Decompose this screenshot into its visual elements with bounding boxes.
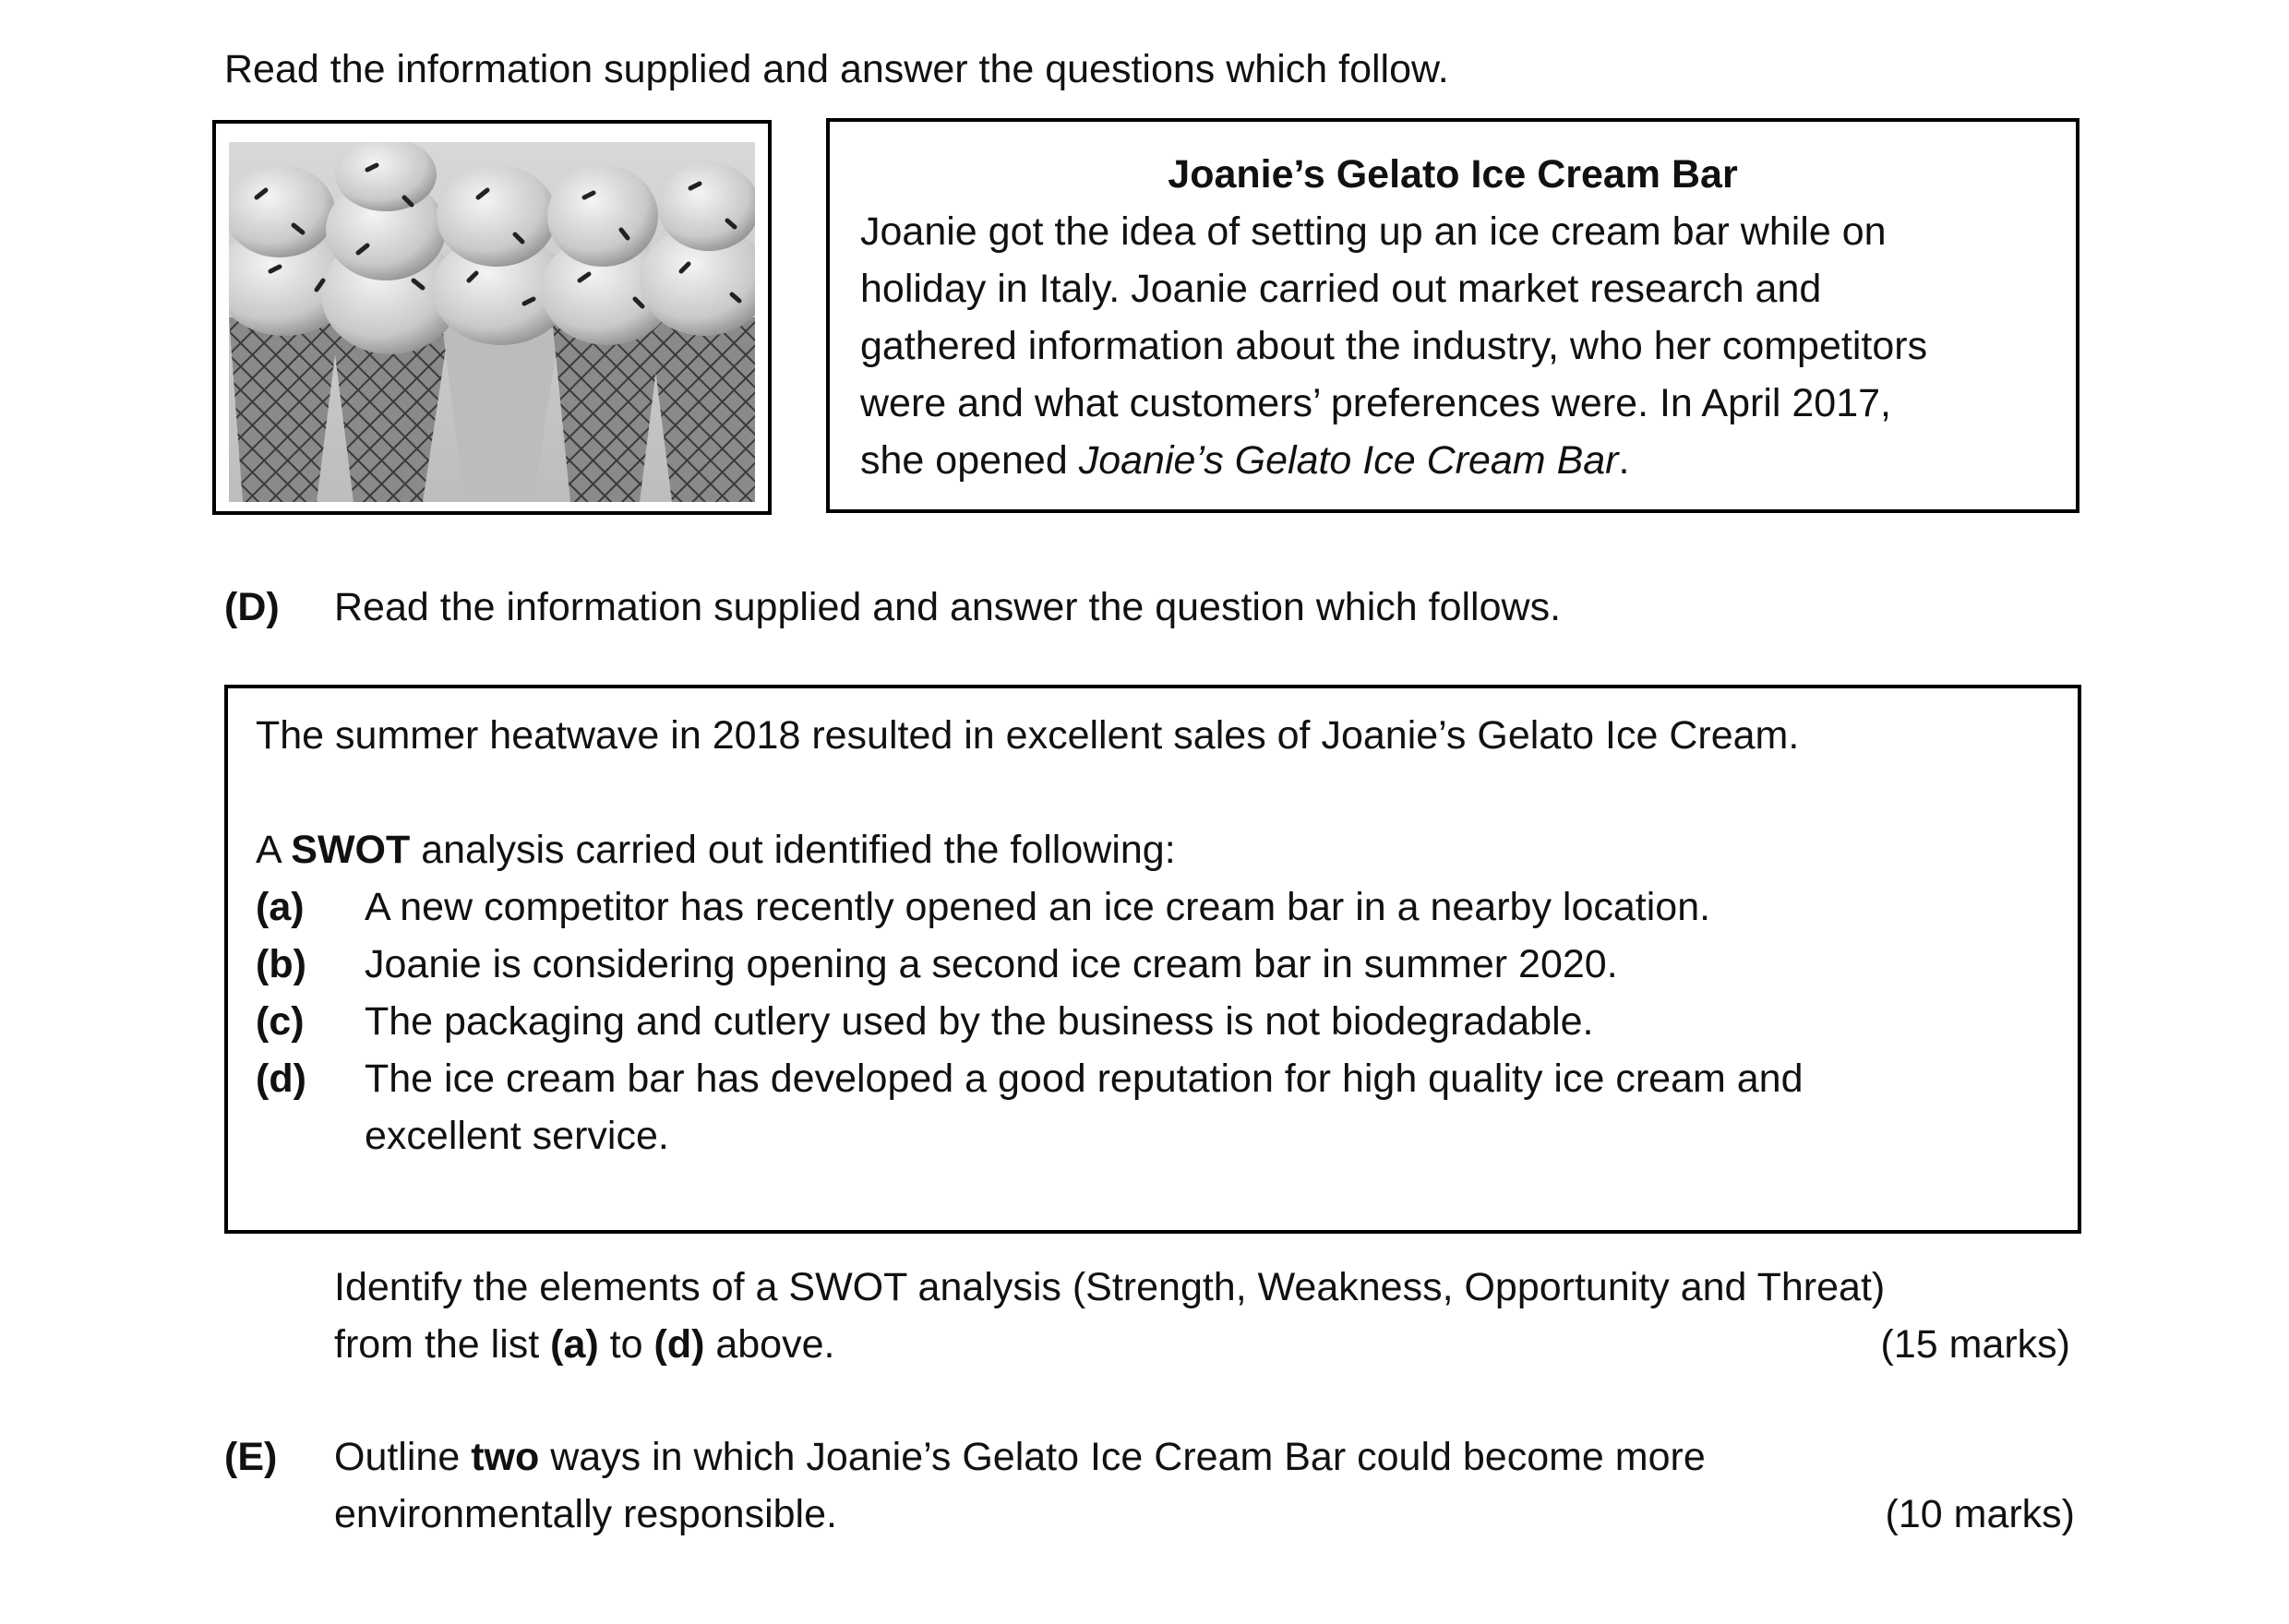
section-e-line1 [334, 1428, 1706, 1486]
question-d-line1: Identify the elements of a SWOT analysis (Strength, Weakness, Opportunity and Threat) [334, 1265, 1886, 1309]
story-last-line [860, 432, 1629, 489]
section-e-line2: environmentally responsible. [334, 1492, 837, 1536]
question-d-line2 [334, 1316, 834, 1373]
item-d-text: The ice cream bar has developed a good reputation for high quality ice cream and [365, 1057, 1804, 1101]
e-line1-bold: two [471, 1435, 540, 1479]
item-a-text: A new competitor has recently opened an ice cream bar in a nearby location. [365, 885, 1711, 929]
item-d-label: (d) [256, 1057, 306, 1101]
q-line2-a: (a) [550, 1322, 599, 1367]
item-c-text: The packaging and cutlery used by the business is not biodegradable. [365, 999, 1594, 1044]
story-title: Joanie’s Gelato Ice Cream Bar [1168, 152, 1738, 197]
q-line2-mid: to [598, 1322, 654, 1367]
story-line: holiday in Italy. Joanie carried out market research and [860, 267, 1822, 311]
swot-analysis-line [256, 821, 1176, 878]
item-d-continuation: excellent service. [365, 1114, 669, 1158]
swot-analysis-prefix: A [256, 828, 292, 872]
ice-cream-photo-frame [212, 120, 772, 515]
q-line2-suffix: above. [704, 1322, 835, 1367]
section-e-label: (E) [224, 1435, 278, 1479]
swot-analysis-suffix: analysis carried out identified the following: [410, 828, 1176, 872]
story-box [826, 118, 2079, 513]
item-b-label: (b) [256, 942, 306, 986]
swot-box [224, 685, 2081, 1234]
q-line2-d: (d) [653, 1322, 705, 1367]
story-line: Joanie got the idea of setting up an ice cream bar while on [860, 209, 1887, 254]
ice-cream-cones-icon [229, 142, 755, 502]
item-b-text: Joanie is considering opening a second ice cream bar in summer 2020. [365, 942, 1618, 986]
e-line1-suffix: ways in which Joanie’s Gelato Ice Cream Bar could become more [539, 1435, 1706, 1479]
story-last-suffix: . [1618, 438, 1630, 483]
q-line2-prefix: from the list [334, 1322, 551, 1367]
story-last-prefix: she opened [860, 438, 1079, 483]
e-line1-prefix: Outline [334, 1435, 472, 1479]
swot-bold: SWOT [291, 828, 411, 872]
item-c-label: (c) [256, 999, 305, 1044]
question-d-marks: (15 marks) [1880, 1322, 2070, 1367]
business-name-italic: Joanie’s Gelato Ice Cream Bar [1078, 438, 1619, 483]
swot-intro: The summer heatwave in 2018 resulted in excellent sales of Joanie’s Gelato Ice Cream. [256, 713, 1800, 758]
item-a-label: (a) [256, 885, 305, 929]
intro-instruction: Read the information supplied and answer the questions which follow. [224, 47, 1449, 91]
section-d-instruction: Read the information supplied and answer the question which follows. [334, 585, 1562, 629]
section-e-marks: (10 marks) [1885, 1492, 2075, 1536]
story-line: gathered information about the industry, who her competitors [860, 324, 1928, 368]
story-line: were and what customers’ preferences were. In April 2017, [860, 381, 1891, 425]
section-d-label: (D) [224, 585, 280, 629]
